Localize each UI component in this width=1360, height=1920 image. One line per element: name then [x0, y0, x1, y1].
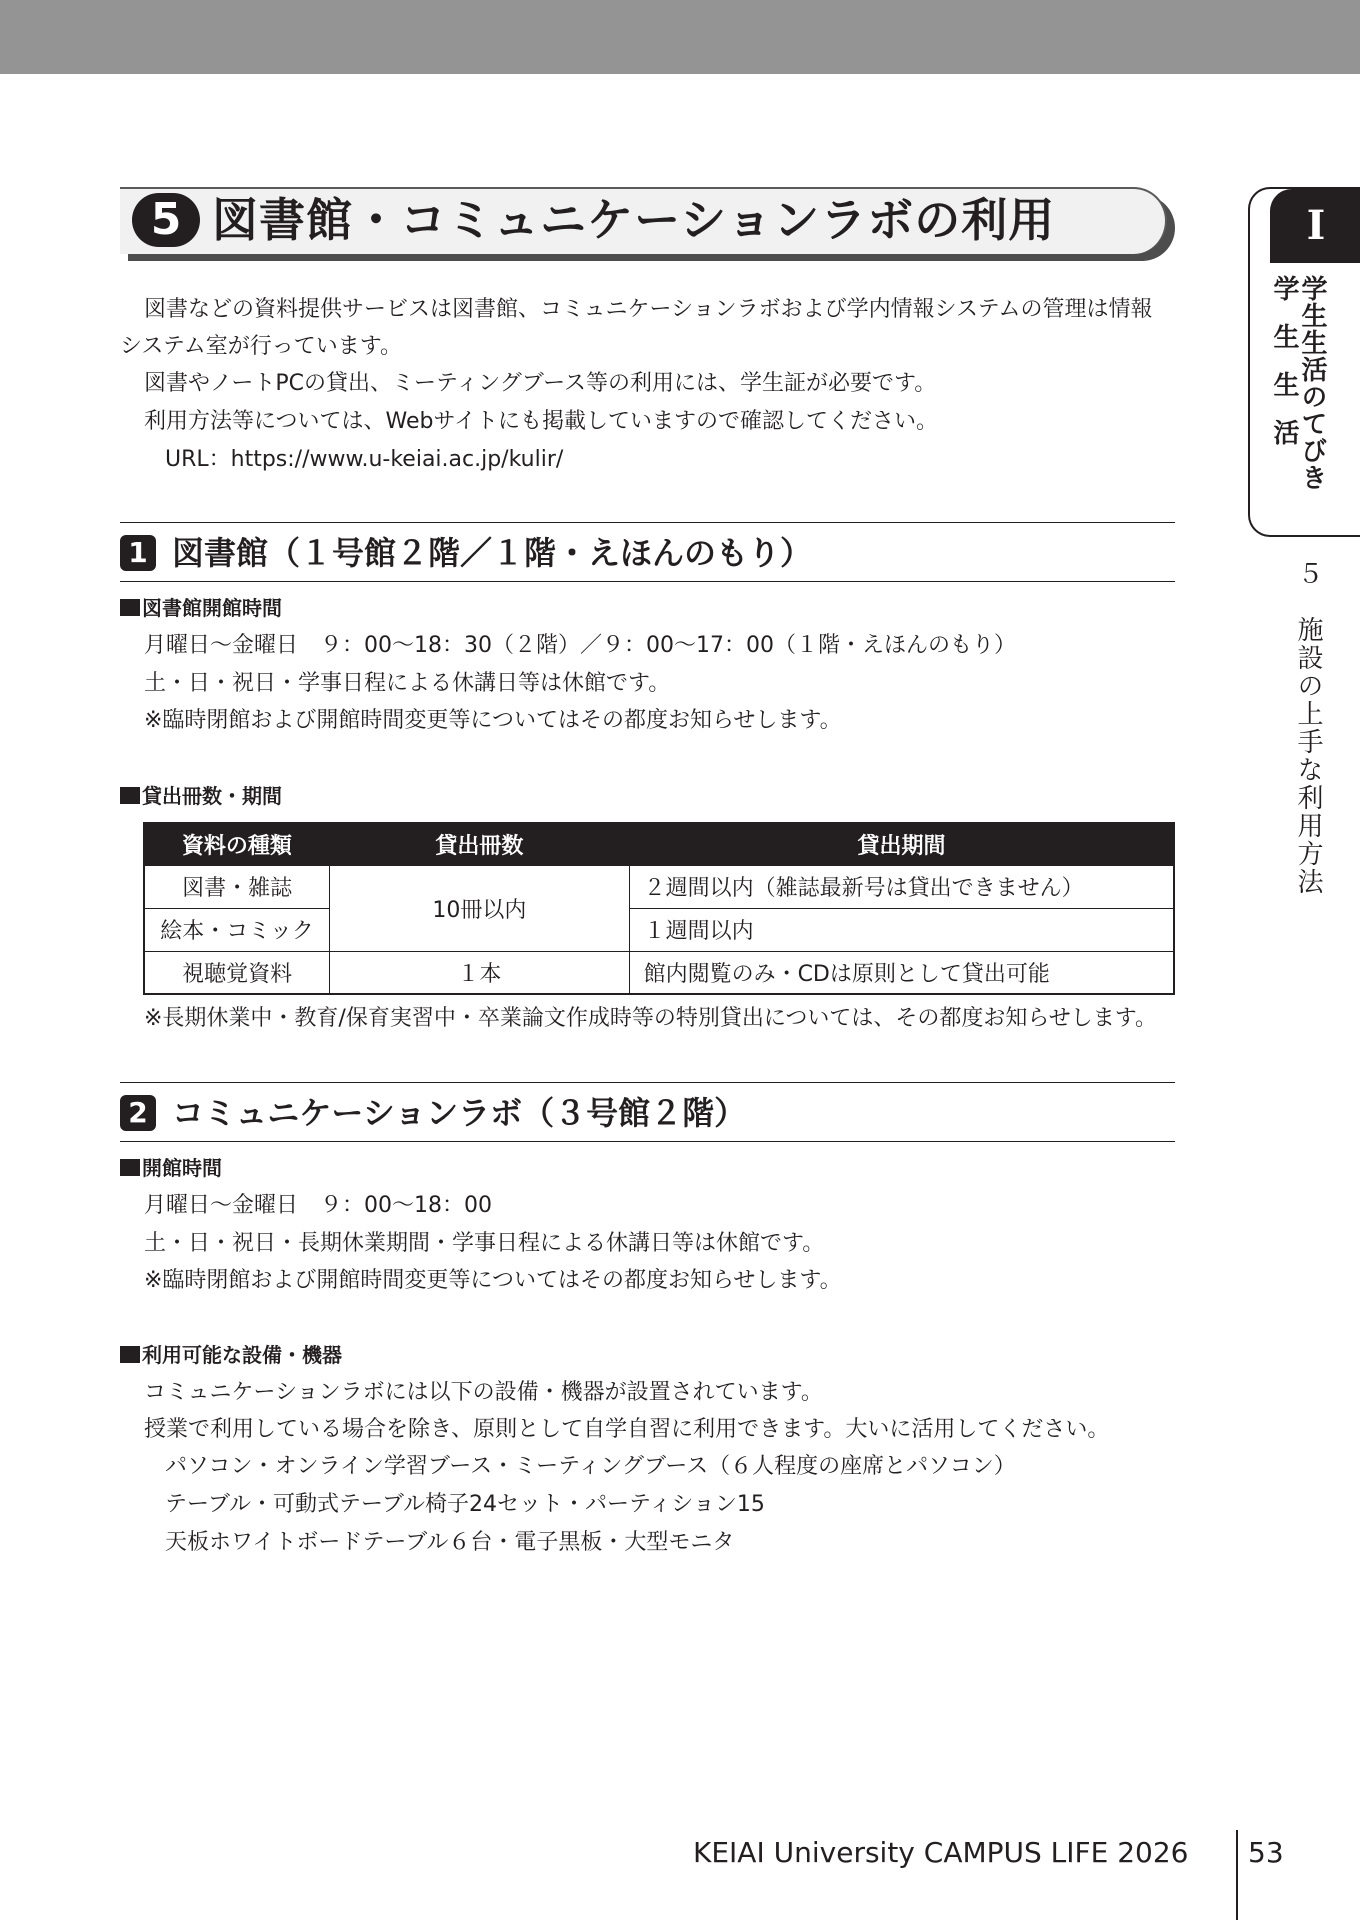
- table-cell-period: １週間以内: [629, 908, 1174, 951]
- table-cell-period: ２週間以内（雑誌最新号は貸出できません）: [629, 865, 1174, 908]
- section-number: 5: [132, 193, 200, 247]
- loan-note: ※長期休業中・教育/保育実習中・卒業論文作成時等の特別貸出については、その都度お知らせします。: [144, 1006, 1157, 1031]
- intro-line-3: 図書やノートPCの貸出、ミーティングブース等の利用には、学生証が必要です。: [144, 371, 937, 396]
- intro-line-2: システム室が行っています。: [120, 334, 403, 359]
- square-bullet-icon: [120, 599, 140, 616]
- table-cell-type: 視聴覚資料: [144, 951, 330, 994]
- table-cell-type: 絵本・コミック: [144, 908, 330, 951]
- section-title: 図書館・コミュニケーションラボの利用: [212, 193, 1056, 247]
- top-band: [0, 0, 1360, 74]
- equipment-heading: [120, 1342, 342, 1368]
- equipment-intro-1: コミュニケーションラボには以下の設備・機器が設置されています。: [144, 1380, 823, 1405]
- lab-hours-heading-text: 開館時間: [142, 1156, 222, 1180]
- square-bullet-icon: [120, 787, 140, 804]
- table-cell-count: １本: [330, 951, 629, 994]
- table-row: [144, 951, 1174, 994]
- equipment-item-1: パソコン・オンライン学習ブース・ミーティングブース（６人程度の座席とパソコン）: [165, 1454, 1016, 1479]
- side-chapter-label: 学生生活のてびき: [1297, 275, 1327, 491]
- library-hours-heading-text: 図書館開館時間: [142, 596, 282, 620]
- page-number: 53: [1248, 1836, 1284, 1869]
- library-heading: [120, 522, 1175, 582]
- lab-number: 2: [120, 1095, 156, 1131]
- table-cell-count: 10冊以内: [330, 865, 629, 951]
- library-hours-line-2: 土・日・祝日・学事日程による休講日等は休館です。: [144, 671, 671, 696]
- lab-hours-line-3: ※臨時閉館および開館時間変更等についてはその都度お知らせします。: [144, 1268, 842, 1293]
- lab-heading: [120, 1082, 1175, 1142]
- loan-heading: [120, 783, 282, 809]
- loan-heading-text: 貸出冊数・期間: [142, 784, 282, 808]
- library-hours-line-1: 月曜日〜金曜日 ９：00〜18：30（２階）／９：00〜17：00（１階・えほんのもり）: [144, 633, 1016, 658]
- equipment-item-2: テーブル・可動式テーブル椅子24セット・パーティション15: [165, 1492, 765, 1517]
- table-header-cell: 貸出冊数: [330, 823, 629, 865]
- side-section-label: ５ 施設の上手な利用方法: [1293, 560, 1323, 896]
- lab-hours-line-1: 月曜日〜金曜日 ９：00〜18：00: [144, 1193, 492, 1218]
- lab-hours-heading: [120, 1155, 222, 1181]
- library-number: 1: [120, 535, 156, 571]
- table-header-cell: 貸出期間: [629, 823, 1174, 865]
- loan-table: [143, 822, 1175, 995]
- equipment-item-3: 天板ホワイトボードテーブル６台・電子黒板・大型モニタ: [165, 1530, 735, 1555]
- intro-url[interactable]: URL：https://www.u-keiai.ac.jp/kulir/: [165, 447, 564, 472]
- section-title-bar: [120, 187, 1175, 261]
- table-row: [144, 908, 1174, 951]
- table-header-cell: 資料の種類: [144, 823, 330, 865]
- chapter-roman-numeral: I: [1270, 189, 1360, 263]
- table-cell-type: 図書・雑誌: [144, 865, 330, 908]
- square-bullet-icon: [120, 1346, 140, 1363]
- square-bullet-icon: [120, 1159, 140, 1176]
- side-sub-label: 学生生活: [1269, 275, 1299, 467]
- intro-line-1: 図書などの資料提供サービスは図書館、コミュニケーションラボおよび学内情報システムの管理は情報: [144, 297, 1153, 322]
- table-row: [144, 865, 1174, 908]
- library-hours-line-3: ※臨時閉館および開館時間変更等についてはその都度お知らせします。: [144, 708, 842, 733]
- library-hours-heading: [120, 595, 282, 621]
- library-title: 図書館（１号館２階／１階・えほんのもり）: [172, 534, 813, 572]
- intro-line-4: 利用方法等については、Webサイトにも掲載していますので確認してください。: [144, 409, 938, 434]
- footer-publication: KEIAI University CAMPUS LIFE 2026: [693, 1836, 1189, 1869]
- table-header-row: [144, 823, 1174, 865]
- lab-title: コミュニケーションラボ（３号館２階）: [172, 1094, 747, 1132]
- table-cell-period: 館内閲覧のみ・CDは原則として貸出可能: [629, 951, 1174, 994]
- equipment-heading-text: 利用可能な設備・機器: [142, 1343, 342, 1367]
- footer-divider: [1236, 1830, 1238, 1920]
- equipment-intro-2: 授業で利用している場合を除き、原則として自学自習に利用できます。大いに活用してください。: [144, 1417, 1110, 1442]
- lab-hours-line-2: 土・日・祝日・長期休業期間・学事日程による休講日等は休館です。: [144, 1231, 825, 1256]
